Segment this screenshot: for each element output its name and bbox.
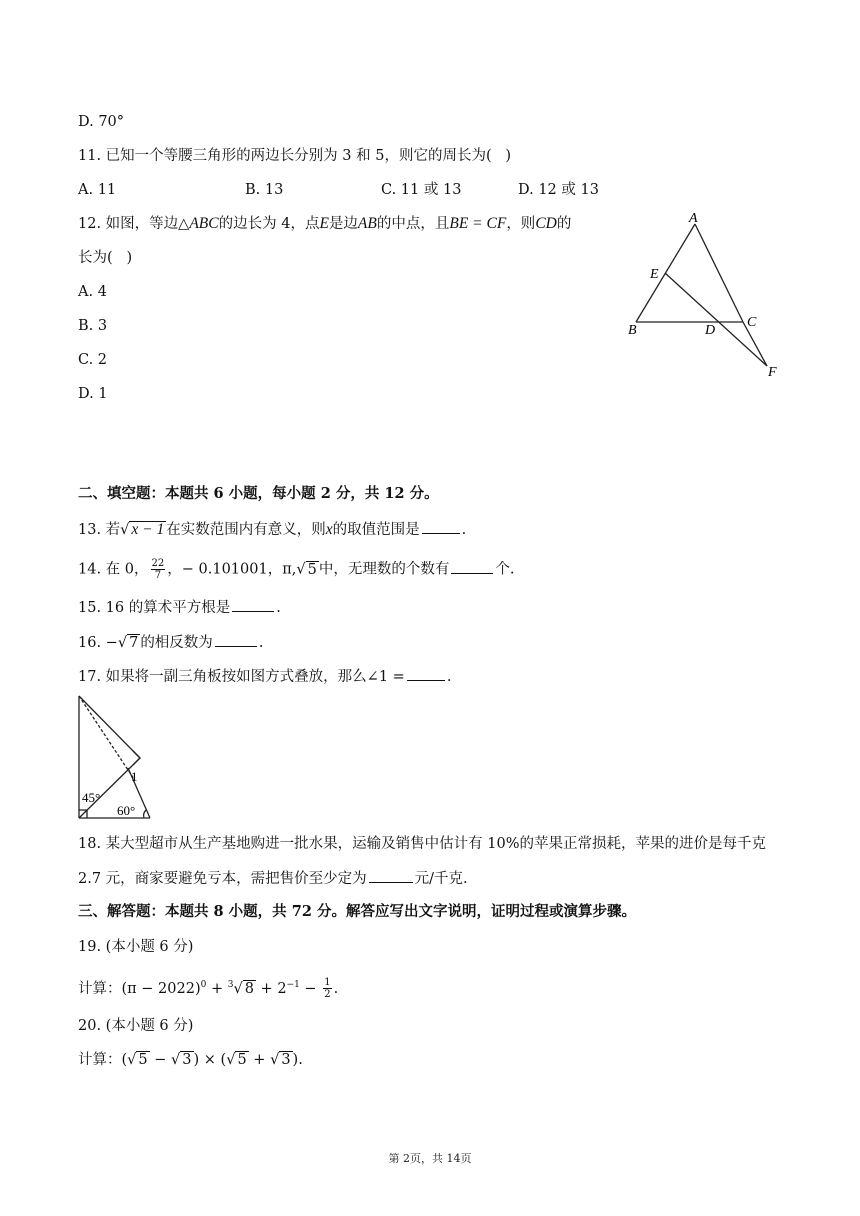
q11-stem: 11. 已知一个等腰三角形的两边长分别为 3 和 5，则它的周长为( ) bbox=[78, 148, 512, 164]
q10-option-d: D. 70° bbox=[78, 114, 125, 130]
hypotenuse-45 bbox=[79, 696, 140, 758]
q17: 17. 如果将一副三角板按如图方式叠放，那么∠1 = . bbox=[78, 666, 451, 687]
label-f: F bbox=[768, 365, 777, 380]
q17-answer-blank[interactable] bbox=[407, 666, 445, 681]
q20-expression: 计算：(√ 5 − √ 3 ) × (√ 5 + √ 3 ). bbox=[78, 1052, 303, 1068]
q11-option-d: D. 12 或 13 bbox=[518, 182, 599, 198]
q15: 15. 16 的算术平方根是 . bbox=[78, 597, 281, 618]
q12-stem-line1: 12. 如图，等边△ABC的边长为 4，点E是边AB的中点，且BE = CF，则CD的 bbox=[78, 215, 572, 232]
q19-header: 19. (本小题 6 分) bbox=[78, 939, 194, 955]
q12-triangle-figure bbox=[620, 210, 790, 385]
q14-answer-blank[interactable] bbox=[451, 559, 493, 574]
label-angle-1: 1 bbox=[131, 769, 138, 784]
q16: 16. −√ 7 的相反数为 . bbox=[78, 632, 263, 653]
angle-60-arc bbox=[144, 810, 146, 818]
q12-option-b: B. 3 bbox=[78, 318, 108, 334]
q12-option-a: A. 4 bbox=[78, 284, 107, 300]
label-c: C bbox=[747, 315, 757, 330]
q17-set-squares-figure bbox=[74, 694, 156, 822]
section-2-heading: 二、填空题：本题共 6 小题，每小题 2 分，共 12 分。 bbox=[78, 485, 439, 502]
dashed-line bbox=[79, 696, 134, 779]
label-60: 60° bbox=[117, 803, 136, 818]
q18-line2: 2.7 元，商家要避免亏本，需把售价至少定为 元/千克. bbox=[78, 868, 468, 889]
q13: 13. 若√ x − 1 在实数范围内有意义，则x的取值范围是 . bbox=[78, 521, 467, 538]
fraction-22-7: $\frac{22}{7}$ bbox=[151, 558, 165, 581]
q11-option-c: C. 11 或 13 bbox=[381, 182, 462, 198]
q19-expression: 计算：$(\pi - 2022)^0 + ^3√$ $8 + 2^{-1}$ − $\frac{1}{2}$ . bbox=[78, 977, 339, 1001]
fraction-1-2: $\frac{1}{2}$ bbox=[324, 977, 331, 1001]
q11-option-b: B. 13 bbox=[245, 182, 284, 198]
right-angle-mark bbox=[133, 751, 140, 765]
label-d: D bbox=[705, 323, 716, 338]
q18-answer-blank[interactable] bbox=[369, 868, 413, 883]
q18-line1: 18. 某大型超市从生产基地购进一批水果，运输及销售中估计有 10%的苹果正常损耗，苹果的进价是每千克 bbox=[78, 836, 767, 852]
q14: 14. 在 0， $\frac{22}{7}$ ，− 0.101001，π,√ 5 中，无理数的个数有 个. bbox=[78, 558, 515, 581]
label-b: B bbox=[628, 323, 637, 338]
label-a: A bbox=[689, 211, 698, 226]
label-e: E bbox=[650, 267, 659, 282]
q12-stem-line2: 长为( ) bbox=[78, 250, 133, 266]
q13-answer-blank[interactable] bbox=[422, 519, 460, 534]
q12-option-d: D. 1 bbox=[78, 386, 108, 402]
page-footer: 第 2页，共 14页 bbox=[388, 1152, 472, 1165]
q11-option-a: A. 11 bbox=[78, 182, 117, 198]
label-45: 45° bbox=[82, 790, 101, 805]
q12-option-c: C. 2 bbox=[78, 352, 108, 368]
q15-answer-blank[interactable] bbox=[232, 597, 274, 612]
q16-answer-blank[interactable] bbox=[215, 632, 257, 647]
section-3-heading: 三、解答题：本题共 8 小题，共 72 分。解答应写出文字说明，证明过程或演算步骤。 bbox=[78, 903, 636, 920]
q20-header: 20. (本小题 6 分) bbox=[78, 1018, 194, 1034]
